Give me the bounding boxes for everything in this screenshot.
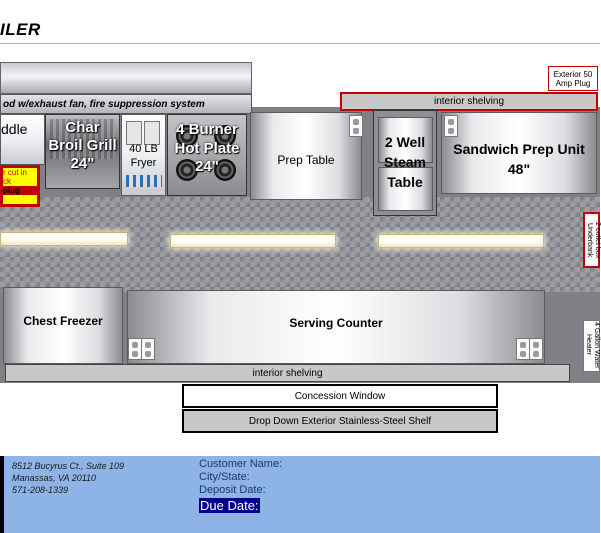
title-divider: [0, 43, 600, 44]
steam-label-3: Table: [387, 174, 423, 190]
ceiling-light: [378, 234, 544, 248]
fryer: [121, 114, 166, 196]
steam-label-1: 2 Well: [384, 134, 426, 150]
water-heater-label: 4 Gallon Water Heater: [585, 321, 600, 369]
char-broil-grill: [45, 114, 120, 189]
deposit-date-label: Deposit Date:: [199, 484, 266, 496]
water-heater: [583, 320, 600, 372]
outlet-icon: [444, 115, 458, 137]
fryer-handles: [126, 175, 162, 187]
sandwich-prep-unit: [441, 112, 597, 194]
address-line-1: 8512 Bucyrus Ct., Suite 109: [12, 461, 125, 471]
warning-label: [0, 165, 40, 207]
concession-window: Concession Window: [182, 384, 498, 408]
prep-table-label: Prep Table: [277, 153, 335, 167]
sandwich-prep-label-1: Sandwich Prep Unit: [453, 141, 585, 157]
exterior-plug-label: Exterior 50 Amp Plug: [548, 66, 598, 91]
outlet-box-underbank: [583, 212, 600, 268]
sandwich-prep-label-2: 48": [507, 161, 531, 177]
griddle: [0, 114, 45, 165]
hood-label: od w/exhaust fan, fire suppression system: [0, 94, 252, 114]
ceiling-light: [0, 232, 128, 246]
outlet-icon: [516, 338, 530, 360]
fryer-label-1: 40 LB: [129, 143, 158, 155]
char-broil-label-1: Char: [65, 119, 100, 136]
outlet-icon: [349, 115, 363, 137]
drop-down-shelf: Drop Down Exterior Stainless-Steel Shelf: [182, 409, 498, 433]
outlet-box-label: 2 outlet box Underbank: [586, 221, 601, 259]
footer-left-bar: [0, 456, 4, 533]
customer-name-label: Customer Name:: [199, 458, 283, 470]
hot-plate-label-2: Hot Plate: [174, 140, 240, 157]
warning-line-1: r cut in: [3, 168, 28, 177]
fryer-basket-left: [126, 121, 142, 145]
hot-plate: [167, 114, 247, 196]
hot-plate-label-1: 4 Burner: [176, 121, 238, 138]
interior-shelving-top: interior shelving: [340, 92, 598, 111]
warning-line-3: plug: [3, 186, 37, 195]
steam-label-2: Steam: [383, 154, 427, 170]
outlet-icon: [128, 338, 142, 360]
char-broil-label-2: Broil Grill: [48, 137, 117, 154]
address-line-2: Manassas, VA 20110: [12, 473, 97, 483]
outlet-icon: [141, 338, 155, 360]
steam-table: [373, 110, 437, 216]
griddle-label: ddle: [1, 121, 28, 137]
hot-plate-label-3: 24": [195, 158, 219, 175]
fryer-basket-right: [144, 121, 160, 145]
serving-counter-label: Serving Counter: [289, 316, 383, 330]
interior-shelving-bottom: interior shelving: [5, 364, 570, 382]
exhaust-hood: [0, 62, 252, 94]
chest-freezer: [3, 287, 123, 364]
char-broil-label-3: 24": [70, 155, 95, 172]
serving-counter: [127, 290, 545, 364]
address-line-3: 571-208-1339: [12, 485, 69, 495]
company-address: [12, 460, 124, 496]
fryer-label-2: Fryer: [130, 157, 157, 169]
warning-line-2: ck: [3, 177, 11, 186]
chest-freezer-label: Chest Freezer: [23, 314, 103, 328]
ceiling-light: [170, 234, 336, 248]
due-date-label: Due Date:: [200, 498, 259, 513]
outlet-icon: [529, 338, 543, 360]
page-title: ILER: [0, 20, 41, 39]
prep-table: [250, 112, 362, 200]
city-state-label: City/State:: [199, 471, 250, 483]
customer-info: [199, 458, 282, 514]
